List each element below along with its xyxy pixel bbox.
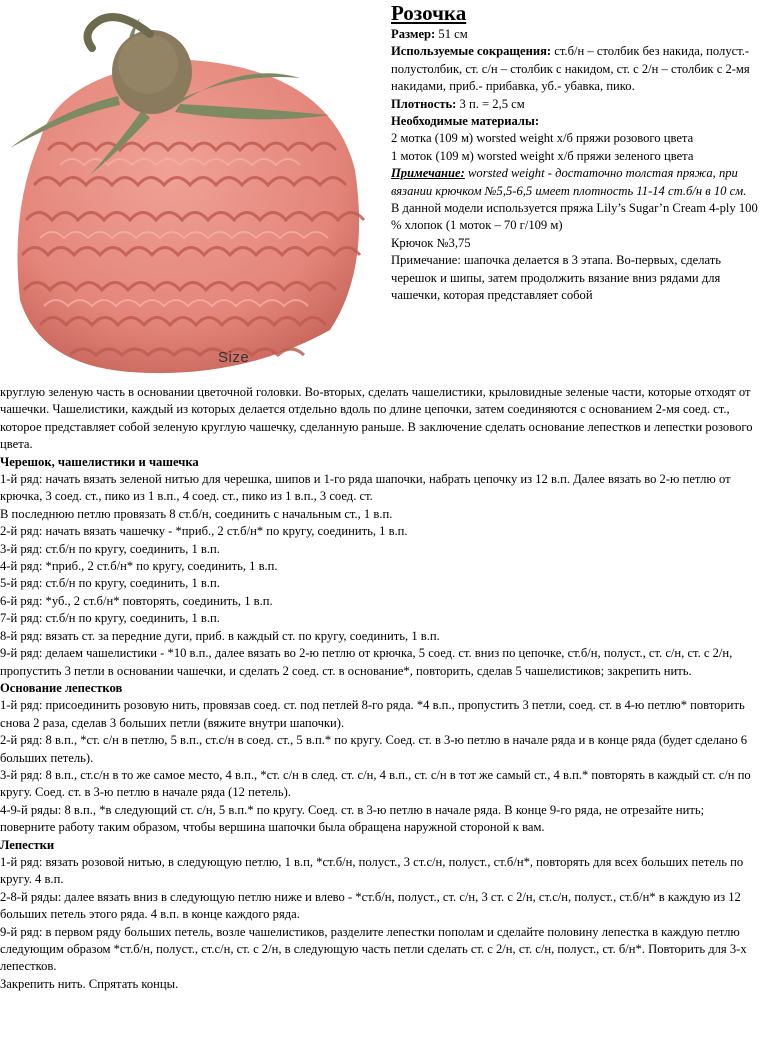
- materials-heading: Необходимые материалы:: [391, 114, 540, 129]
- section-heading-petals: Лепестки: [0, 837, 55, 852]
- abbr-value: ст.б/н – столбик без накида, полуст.- полустолбик, ст. с/н – столбик с накидом, ст. с 2/н – столбик с 2-мя накидами, приб.- прибавка, уб.- убавка, пико.: [391, 44, 750, 94]
- crochet-hat-illustration: [0, 0, 386, 384]
- stem-row: В последнюю петлю провязать 8 ст.б/н, соединить с начальным ст., 1 в.п.: [0, 506, 393, 521]
- stem-row: 3-й ряд: ст.б/н по кругу, соединить, 1 в.п.: [0, 541, 220, 556]
- petal-base-row: 3-й ряд: 8 в.п., ст.с/н в то же самое место, 4 в.п., *ст. с/н в след. ст. с/н, 4 в.п., ст. с/н в тот же самый ст., 4 в.п.* повторять в каждый ст. с/н по кругу. Соед. ст. в 3-ю петлю в начале ряда (12 петель).: [0, 767, 751, 800]
- note-stages-start: Примечание: шапочка делается в 3 этапа. Во-первых, сделать черешок и шипы, затем продолжить вязание вниз рядами для чашечки, которая представляет собой: [391, 253, 722, 303]
- density-value: 3 п. = 2,5 см: [456, 96, 525, 111]
- note-stages-continued: круглую зеленую часть в основании цветочной головки. Во-вторых, сделать чашелистики, крыловидные зеленые части, которые отходят от чашечки. Чашелистики, каждый из которых делается отдельно вдоль по длине цепочки, затем соединяются с основанием 2-мя соед. ст., которое представляет собой зеленую круглую чашечку, сделанную раньше. В заключение сделать основание лепестков и лепестки розового цвета.: [0, 385, 753, 452]
- page-title: Розочка: [391, 1, 467, 25]
- petals-row: 1-й ряд: вязать розовой нитью, в следующую петлю, 1 в.п, *ст.б/н, полуст., 3 ст.с/н, полуст., ст.б/н*, повторять для всех больших петель по кругу. 4 в.п.: [0, 854, 744, 887]
- size-value: 51 см: [435, 27, 468, 41]
- materials-line-1: 2 мотка (109 м) worsted weight х/б пряжи розового цвета: [391, 131, 694, 146]
- petal-base-row: 1-й ряд: присоединить розовую нить, провязав соед. ст. под петлей 8-го ряда. *4 в.п., пропустить 3 петли, соед. ст. в 4-ю петлю* повторить снова 2 раза, сделав 3 больших петли (вяжите внутри шапочки).: [0, 698, 745, 730]
- stem-row: 2-й ряд: начать вязать чашечку - *приб., 2 ст.б/н* по кругу, соединить, 1 в.п.: [0, 524, 408, 539]
- model-yarn: В данной модели используется пряжа Lily’s Sugar’n Cream 4-ply 100 % хлопок (1 моток – 70 г/109 м): [391, 201, 758, 233]
- petal-base-row: 4-9-й ряды: 8 в.п., *в следующий ст. с/н, 5 в.п.* по кругу. Соед. ст. в 3-ю петлю в начале ряда. В конце 9-го ряда, не отрезайте нить; поверните работу таким образом, чтобы вершина шапочки была обращена наружной стороной к вам.: [0, 802, 705, 835]
- header-column: [391, 0, 761, 305]
- note-label: Примечание:: [391, 166, 465, 181]
- photo-caption: Size: [218, 349, 250, 366]
- density-line: [391, 96, 761, 113]
- stem-row: 7-й ряд: ст.б/н по кругу, соединить, 1 в.п.: [0, 611, 220, 626]
- abbreviations: [391, 43, 761, 95]
- section-heading-petal-base: Основание лепестков: [0, 680, 123, 695]
- stem-row: 9-й ряд: делаем чашелистики - *10 в.п., далее вязать во 2-ю петлю от крючка, 5 соед. ст. вниз по цепочке, ст.б/н, полуст., ст. с/н, ст. с 2/н, пропустить 3 петли в основании чашечки, и сделать 2 соед. ст. в основание*, повторить, сделав 5 чашелистиков; закрепить нить.: [0, 646, 733, 678]
- stem-row: 5-й ряд: ст.б/н по кругу, соединить, 1 в.п.: [0, 576, 220, 591]
- note-yarn: [391, 165, 761, 200]
- petal-base-row: 2-й ряд: 8 в.п., *ст. с/н в петлю, 5 в.п., ст.с/н в соед. ст., 5 в.п.* по кругу. Соед. ст. в 3-ю петлю в начале ряда и в конце ряда (будет сделано 6 больших петель).: [0, 733, 748, 765]
- hook-size: Крючок №3,75: [391, 235, 471, 250]
- stem-row: 1-й ряд: начать вязать зеленой нитью для черешка, шипов и 1-го ряда шапочки, набрать цепочку из 12 в.п. Далее вязать во 2-ю петлю от крючка, 3 соед. ст., пико из 1 в.п., 4 соед. ст., пико из 1 в.п., 3 соед. ст.: [0, 472, 731, 504]
- petals-row: Закрепить нить. Спрятать концы.: [0, 976, 179, 991]
- section-heading-stem: Черешок, чашелистики и чашечка: [0, 454, 199, 469]
- product-photo: [0, 0, 386, 384]
- size-label: Размер:: [391, 27, 436, 41]
- note-yarn-text: worsted weight - достаточно толстая пряжа, при вязании крючком №5,5-6,5 имеет плотность 11-14 ст.б/н в 10 см.: [391, 166, 747, 198]
- stem-row: 8-й ряд: вязать ст. за передние дуги, приб. в каждый ст. по кругу, соединить, 1 в.п.: [0, 628, 440, 643]
- stem-row: 6-й ряд: *уб., 2 ст.б/н* повторять, соединить, 1 в.п.: [0, 593, 273, 608]
- materials-line-2: 1 моток (109 м) worsted weight х/б пряжи зеленого цвета: [391, 148, 694, 163]
- size-line: [391, 26, 761, 43]
- petals-row: 9-й ряд: в первом ряду больших петель, возле чашелистиков, разделите лепестки пополам и сделайте половину лепестка в каждую петлю следующим образом *ст.б/н, полуст., ст.с/н, ст. с 2/н, в следующую часть петли сделать ст. с 2/н, ст. с/н, полуст., ст. б/н*. Повторить для 3-х лепестков.: [0, 924, 747, 974]
- instructions-body: [0, 384, 760, 993]
- density-label: Плотность:: [391, 96, 457, 111]
- stem-row: 4-й ряд: *приб., 2 ст.б/н* по кругу, соединить, 1 в.п.: [0, 559, 278, 574]
- abbr-label: Используемые сокращения:: [391, 44, 552, 59]
- petals-row: 2-8-й ряды: далее вязать вниз в следующую петлю ниже и влево - *ст.б/н, полуст., ст. с/н, 3 ст. с 2/н, ст.с/н, полуст., ст.б/н* в каждую из 12 больших петель этого ряда. 4 в.п. в конце каждого ряда.: [0, 889, 741, 922]
